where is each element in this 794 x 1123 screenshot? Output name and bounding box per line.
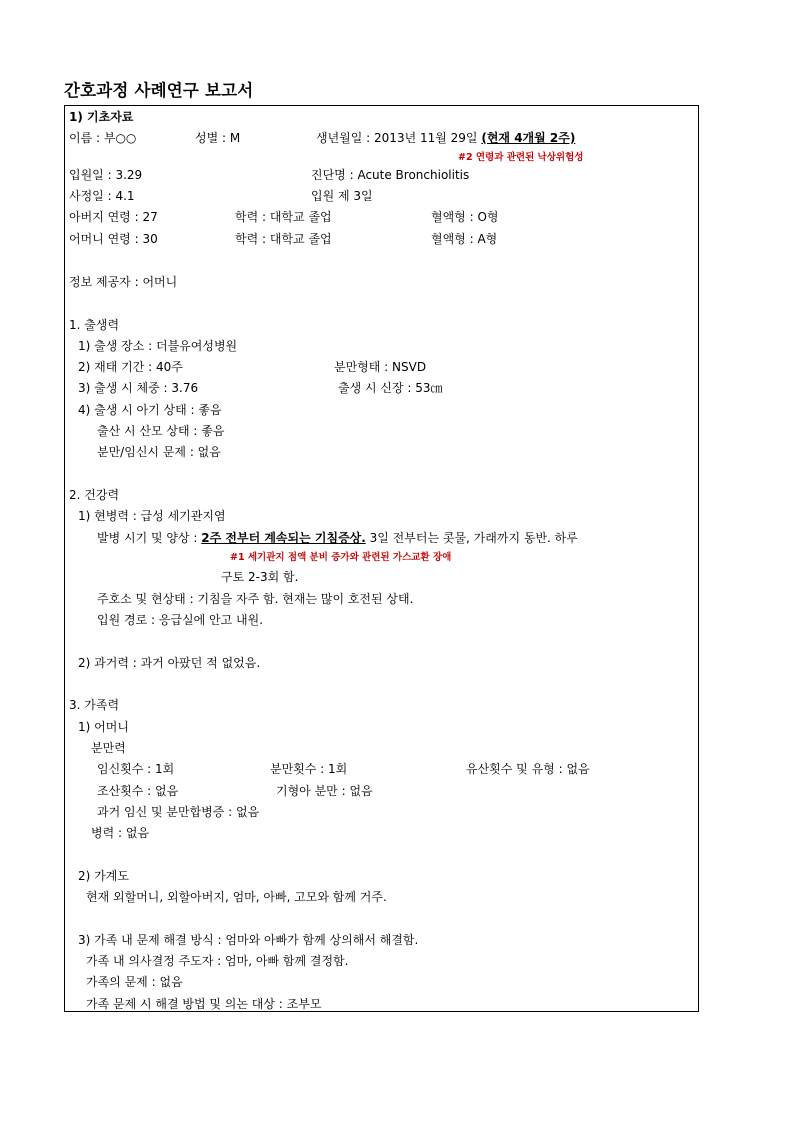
mother-section: 1) 어머니 bbox=[78, 720, 129, 734]
present-illness: 1) 현병력 : 급성 세기관지염 bbox=[78, 509, 226, 523]
health-history-heading: 2. 건강력 bbox=[69, 488, 120, 502]
birth-weight: 3) 출생 시 체중 : 3.76 bbox=[78, 381, 199, 395]
gestation-period: 2) 재태 기간 : 40주 bbox=[78, 360, 183, 374]
family-problem: 가족의 문제 : 없음 bbox=[86, 975, 183, 989]
birth-date-text: 생년월일 : 2013년 11월 29일 bbox=[316, 131, 478, 145]
basic-heading: 1) 기초자료 bbox=[69, 110, 134, 124]
delivery-count: 분만횟수 : 1회 bbox=[270, 762, 348, 776]
father-education: 학력 : 대학교 졸업 bbox=[235, 210, 332, 224]
genogram: 2) 가계도 bbox=[78, 869, 129, 883]
diagnosis: 진단명 : Acute Bronchiolitis bbox=[311, 168, 470, 182]
onset-emphasis: 2주 전부터 계속되는 기침증상. bbox=[201, 531, 366, 545]
onset-label: 발병 시기 및 양상 : bbox=[97, 531, 202, 545]
premature-count: 조산횟수 : 없음 bbox=[97, 784, 179, 798]
admission-route: 입원 경로 : 응급실에 안고 내원. bbox=[97, 613, 264, 627]
living-arrangement: 현재 외할머니, 외할아버지, 엄마, 아빠, 고모와 함께 거주. bbox=[86, 890, 387, 904]
past-history: 2) 과거력 : 과거 아팠던 적 없었음. bbox=[78, 656, 261, 670]
birth-height: 출생 시 신장 : 53㎝ bbox=[338, 381, 443, 395]
onset-rest: 3일 전부터는 콧물, 가래까지 동반. 하루 bbox=[365, 531, 578, 545]
mother-blood-type: 혈액형 : A형 bbox=[431, 232, 498, 246]
delivery-type: 분만형태 : NSVD bbox=[334, 360, 427, 374]
father-age: 아버지 연령 : 27 bbox=[69, 210, 158, 224]
assessment-date: 사정일 : 4.1 bbox=[69, 189, 135, 203]
pregnancy-count: 임신횟수 : 1회 bbox=[97, 762, 175, 776]
patient-sex: 성별 : M bbox=[195, 131, 241, 145]
mother-status: 출산 시 산모 상태 : 좋음 bbox=[97, 424, 225, 438]
nursing-diagnosis-2: #2 연령과 관련된 낙상위험성 bbox=[458, 152, 584, 163]
birth-place: 1) 출생 장소 : 더블유여성병원 bbox=[78, 339, 238, 353]
father-blood-type: 혈액형 : O형 bbox=[431, 210, 499, 224]
birth-date bbox=[316, 131, 575, 145]
anomaly-delivery: 기형아 분만 : 없음 bbox=[276, 784, 373, 798]
informant: 정보 제공자 : 어머니 bbox=[69, 275, 178, 289]
pregnancy-complications: 과거 임신 및 분만합병증 : 없음 bbox=[97, 805, 260, 819]
decision-maker: 가족 내 의사결정 주도자 : 엄마, 아빠 함께 결정함. bbox=[86, 954, 349, 968]
nursing-diagnosis-1: #1 세기관지 점액 분비 증가와 관련된 가스교환 장애 bbox=[230, 552, 452, 563]
mother-age: 어머니 연령 : 30 bbox=[69, 232, 158, 246]
medical-history: 병력 : 없음 bbox=[91, 826, 150, 840]
delivery-history: 분만력 bbox=[91, 741, 126, 755]
patient-name: 이름 : 부○○ bbox=[69, 131, 137, 145]
birth-history-heading: 1. 출생력 bbox=[69, 318, 120, 332]
abortion-count: 유산횟수 및 유형 : 없음 bbox=[466, 762, 590, 776]
vomiting: 구토 2-3회 함. bbox=[221, 570, 299, 584]
delivery-problems: 분만/임신시 문제 : 없음 bbox=[97, 445, 221, 459]
onset-pattern bbox=[97, 531, 578, 545]
mother-education: 학력 : 대학교 졸업 bbox=[235, 232, 332, 246]
chief-complaint: 주호소 및 현상태 : 기침을 자주 함. 현재는 많이 호전된 상태. bbox=[97, 592, 414, 606]
current-age: (현재 4개월 2주) bbox=[481, 131, 576, 145]
problem-solving: 3) 가족 내 문제 해결 방식 : 엄마와 아빠가 함께 상의해서 해결함. bbox=[78, 933, 419, 947]
support-person: 가족 문제 시 해결 방법 및 의논 대상 : 조부모 bbox=[86, 997, 322, 1011]
hospital-day: 입원 제 3일 bbox=[311, 189, 373, 203]
admission-date: 입원일 : 3.29 bbox=[69, 168, 143, 182]
report-title: 간호과정 사례연구 보고서 bbox=[64, 81, 254, 100]
family-history-heading: 3. 가족력 bbox=[69, 698, 120, 712]
baby-status: 4) 출생 시 아기 상태 : 좋음 bbox=[78, 403, 222, 417]
